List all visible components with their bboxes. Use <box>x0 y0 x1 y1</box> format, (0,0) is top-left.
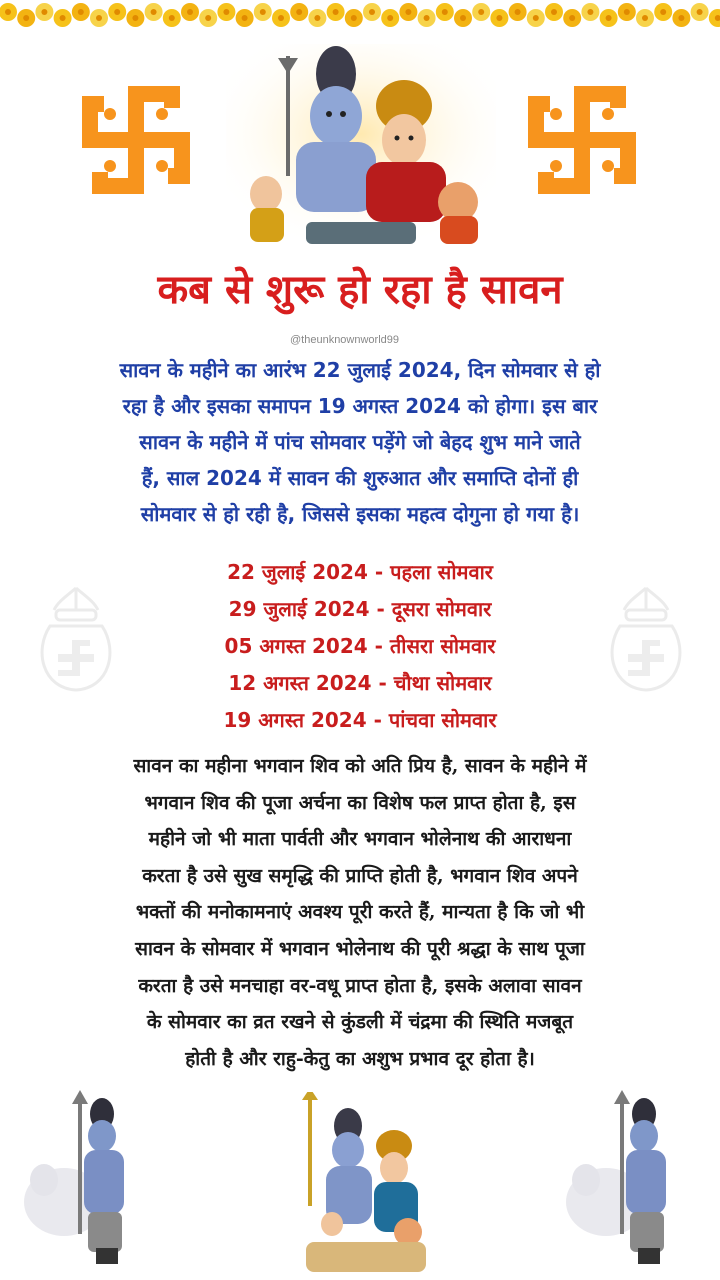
marigold-center <box>132 15 138 21</box>
marigold-center <box>642 15 648 21</box>
marigold-center <box>551 9 557 15</box>
social-handle: @theunknownworld99 <box>290 334 400 346</box>
marigold-center <box>96 15 102 21</box>
marigold-center <box>205 15 211 21</box>
marigold-center <box>460 15 466 21</box>
page-title: कब से शुरू हो रहा है सावन <box>157 267 563 313</box>
marigold-center <box>151 9 157 15</box>
intro-line: सावन के महीने का आरंभ 22 जुलाई 2024, दिन सोमवार से हो <box>119 358 601 382</box>
marigold-garland <box>0 0 720 34</box>
body-line: करता है उसे सुख समृद्धि की प्राप्ति होती है, भगवान शिव अपने <box>142 864 578 887</box>
marigold-center <box>314 15 320 21</box>
marigold-center <box>41 9 47 15</box>
body-line: महीने जो भी माता पार्वती और भगवान भोलेनाथ की आराधना <box>148 828 572 851</box>
marigold-center <box>60 15 66 21</box>
marigold-center <box>442 9 448 15</box>
body-line: भगवान शिव की पूजा अर्चना का विशेष फल प्राप्त होता है, इस <box>144 791 576 814</box>
shiva-nandi-illustration <box>18 1084 158 1268</box>
marigold-center <box>23 15 29 21</box>
marigold-center <box>387 15 393 21</box>
monday-date-item: 12 अगस्त 2024 - चौथा सोमवार <box>228 671 492 695</box>
marigold-center <box>242 15 248 21</box>
monday-date-item: 05 अगस्त 2024 - तीसरा सोमवार <box>224 634 496 658</box>
marigold-center <box>278 15 284 21</box>
marigold-center <box>405 9 411 15</box>
marigold-center <box>424 15 430 21</box>
marigold-center <box>351 15 357 21</box>
marigold-center <box>296 9 302 15</box>
marigold-center <box>624 9 630 15</box>
marigold-center <box>515 9 521 15</box>
marigold-center <box>533 15 539 21</box>
monday-date-item: 22 जुलाई 2024 - पहला सोमवार <box>227 560 493 584</box>
marigold-center <box>478 9 484 15</box>
marigold-center <box>678 15 684 21</box>
body-line: के सोमवार का व्रत रखने से कुंडली में चंद्रमा की स्थिति मजबूत <box>146 1011 574 1034</box>
marigold-center <box>606 15 612 21</box>
marigold-center <box>169 15 175 21</box>
marigold-center <box>223 9 229 15</box>
monday-dates-list <box>0 554 720 739</box>
shiva-nandi-illustration <box>560 1084 700 1268</box>
shiva-family-illustration-bottom <box>286 1092 446 1276</box>
body-line: सावन का महीना भगवान शिव को अति प्रिय है, सावन के महीने में <box>133 755 587 777</box>
body-paragraph <box>48 748 672 1077</box>
marigold-center <box>5 9 11 15</box>
marigold-center <box>333 9 339 15</box>
intro-line: सावन के महीने में पांच सोमवार पड़ेंगे जो बेहद शुभ माने जाते <box>139 430 581 454</box>
marigold-center <box>369 9 375 15</box>
marigold-center <box>697 9 703 15</box>
swastika-icon <box>68 72 204 208</box>
intro-line: हैं, साल 2024 में सावन की शुरुआत और समाप्ति दोनों ही <box>141 466 579 490</box>
body-line: सावन के सोमवार में भगवान भोलेनाथ की पूरी श्रद्धा के साथ पूजा <box>135 937 585 960</box>
monday-date-item: 29 जुलाई 2024 - दूसरा सोमवार <box>228 597 492 621</box>
marigold-center <box>660 9 666 15</box>
monday-date-item: 19 अगस्त 2024 - पांचवा सोमवार <box>223 708 497 732</box>
intro-paragraph <box>60 352 660 532</box>
intro-line: रहा है और इसका समापन 19 अगस्त 2024 को होगा। इस बार <box>122 394 598 418</box>
marigold-center <box>260 9 266 15</box>
shiva-family-illustration <box>226 44 496 244</box>
marigold-center <box>569 15 575 21</box>
marigold-center <box>114 9 120 15</box>
body-line: भक्तों की मनोकामनाएं अवश्य पूरी करते हैं, मान्यता है कि जो भी <box>135 901 585 924</box>
body-line: होती है और राहु-केतु का अशुभ प्रभाव दूर होता है। <box>185 1047 535 1070</box>
marigold-center <box>587 9 593 15</box>
marigold-center <box>187 9 193 15</box>
body-line: करता है उसे मनचाहा वर-वधू प्राप्त होता है, इसके अलावा सावन <box>138 974 582 997</box>
swastika-icon <box>514 72 650 208</box>
intro-line: सोमवार से हो रही है, जिससे इसका महत्व दोगुना हो गया है। <box>140 502 580 526</box>
marigold-center <box>78 9 84 15</box>
marigold-center <box>496 15 502 21</box>
